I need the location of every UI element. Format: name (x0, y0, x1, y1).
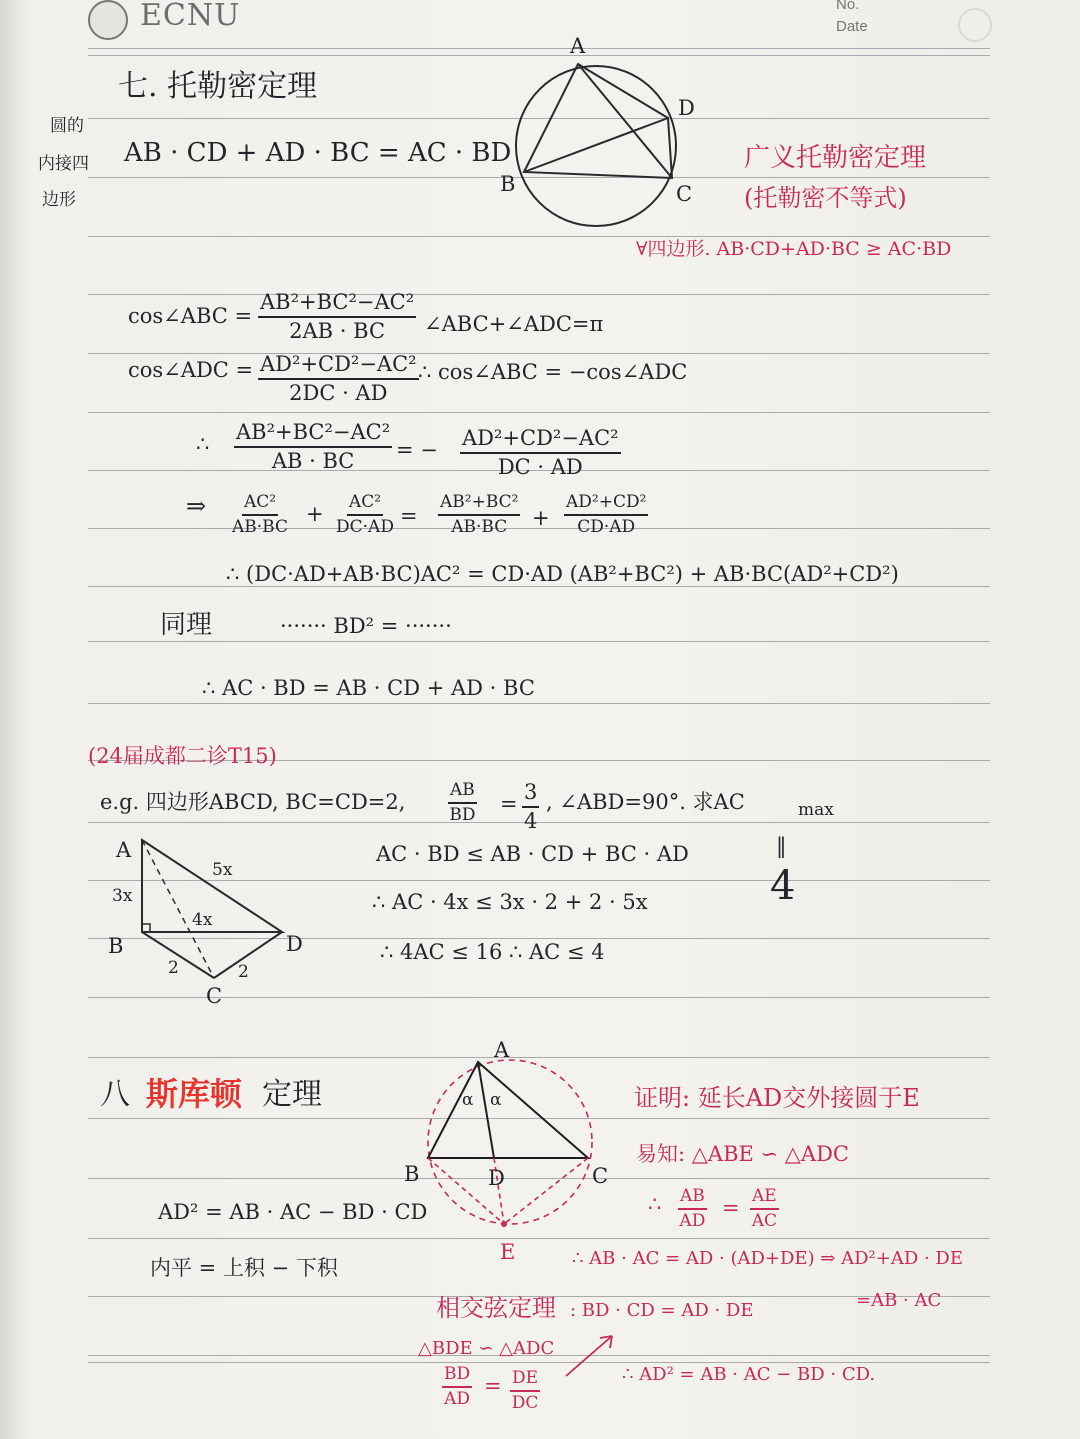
example-step-1: AC · BD ≤ AB · CD + BC · AD (376, 842, 689, 866)
label-a: A (570, 34, 586, 58)
stewart-final: ∴ AD² = AB · AC − BD · CD. (622, 1364, 876, 1385)
problem-tail: , ∠ABD=90°. 求AC (546, 790, 745, 814)
ratio-equals-2: = (484, 1374, 502, 1398)
arrow-shaft (566, 1336, 612, 1376)
numerator: BD (442, 1366, 472, 1388)
denominator: 4 (524, 809, 538, 833)
cos-abc-lhs: cos∠ABC = (128, 304, 253, 328)
denominator: CD·AD (577, 517, 636, 537)
fig-label-b: B (108, 934, 124, 958)
side-note-line2: 内接四 (38, 154, 89, 174)
numerator: AB²+BC²−AC² (234, 422, 392, 448)
section8-number: 八 (100, 1077, 130, 1112)
numerator: DE (510, 1370, 540, 1392)
chord-theorem-title: 相交弦定理 (436, 1294, 556, 1322)
fig-label-bc-length: 2 (168, 958, 179, 978)
stewart-label-d: D (488, 1166, 505, 1190)
equals-minus: = − (396, 438, 438, 462)
stewart-proof-title: 证明: 延长AD交外接圆于E (634, 1084, 920, 1112)
example-source: (24届成都二诊T15) (88, 744, 277, 768)
fig-label-ab-length: 3x (112, 886, 133, 906)
ratio-equals: = (500, 792, 518, 816)
example-answer: 4 (770, 863, 796, 909)
numerator: 3 (522, 782, 539, 808)
equals-sign: = (400, 504, 418, 528)
numerator: AB (448, 782, 477, 804)
cos-relation: ∴ cos∠ABC = −cos∠ADC (418, 360, 688, 384)
numerator: AB (678, 1188, 707, 1210)
section7-title: 七. 托勒密定理 (118, 69, 318, 104)
generalized-title: 广义托勒密定理 (744, 143, 927, 173)
fig-label-bd-length: 4x (192, 910, 213, 930)
numerator: AC² (347, 494, 383, 516)
stewart-label-e: E (500, 1240, 516, 1264)
ratio-therefore: ∴ (648, 1192, 662, 1216)
angle-sum: ∠ABC+∠ADC=π (424, 312, 604, 336)
denominator: AD (679, 1211, 706, 1231)
implies-arrow: ⇒ (186, 492, 207, 520)
example-step-3: ∴ 4AC ≤ 16 ∴ AC ≤ 4 (380, 940, 605, 964)
example-problem: e.g. 四边形ABCD, BC=CD=2, (100, 790, 406, 814)
denominator: AB · BC (271, 449, 355, 473)
denominator: AC (751, 1211, 777, 1231)
date-label: Date (836, 18, 868, 35)
stewart-mnemonic: 内平 = 上积 − 下积 (150, 1256, 338, 1280)
product-equation-tail: =AB · AC (856, 1290, 942, 1311)
stewart-similar-triangles: 易知: △ABE ∽ △ADC (636, 1142, 849, 1166)
stewart-formula: AD² = AB · AC − BD · CD (158, 1200, 428, 1224)
denominator: 2AB · BC (289, 319, 386, 343)
numerator: AD²+CD²−AC² (460, 428, 621, 454)
denominator: AB·BC (232, 517, 288, 537)
fig-label-d: D (286, 932, 303, 956)
denominator: BD (449, 805, 476, 825)
label-d: D (678, 96, 695, 120)
answer-equals: ‖ (776, 834, 787, 858)
stewart-label-a: A (494, 1038, 510, 1062)
ptolemy-theorem: AB · CD + AD · BC = AC · BD (124, 138, 512, 168)
ratio-bd-ad (442, 1366, 472, 1408)
denominator: AD (444, 1389, 471, 1409)
logo-text: ECNU (140, 0, 241, 33)
example-step-2: ∴ AC · 4x ≤ 3x · 2 + 2 · 5x (372, 890, 648, 914)
numerator: AC² (242, 494, 278, 516)
ratio-equals: = (722, 1196, 740, 1220)
ptolemy-conclusion: ∴ AC · BD = AB · CD + AD · BC (202, 676, 535, 700)
side-note-line1: 圆的 (50, 116, 84, 136)
product-equation: ∴ AB · AC = AD · (AD+DE) ⇒ AD²+AD · DE (572, 1248, 964, 1269)
fig-label-cd-length: 2 (238, 962, 249, 982)
denominator: AB·BC (451, 517, 508, 537)
triangle-similarity-bde: △BDE ∽ △ADC (418, 1338, 555, 1359)
generalized-subtitle: (托勒密不等式) (744, 184, 907, 212)
chord-theorem-equation: : BD · CD = AD · DE (570, 1300, 754, 1321)
fig-label-c: C (206, 984, 223, 1008)
expanded-equation: ∴ (DC·AD+AB·BC)AC² = CD·AD (AB²+BC²) + AB·BC(AD²+CD²) (226, 562, 899, 586)
cos-adc-lhs: cos∠ADC = (128, 358, 254, 382)
generalized-statement: ∀四边形. AB·CD+AD·BC ≥ AC·BD (636, 238, 952, 260)
denominator: DC · AD (497, 455, 583, 479)
denominator: DC·AD (336, 517, 394, 537)
ratio-de-dc (510, 1370, 540, 1412)
numerator: AD²+CD²−AC² (258, 354, 419, 380)
section8-title-suffix: 定理 (262, 1077, 322, 1112)
stewart-label-b: B (404, 1162, 420, 1186)
side-note-line3: 边形 (42, 190, 76, 210)
label-c: C (676, 182, 693, 206)
numerator: AB²+BC²−AC² (258, 292, 416, 318)
therefore-symbol: ∴ (196, 432, 210, 456)
denominator: 2DC · AD (289, 381, 388, 405)
denominator: DC (511, 1393, 539, 1413)
numerator: AB²+BC² (438, 494, 520, 516)
numerator: AE (750, 1188, 779, 1210)
angle-alpha-left: α (462, 1090, 474, 1110)
similarly-label: 同理 (160, 610, 213, 640)
plus-sign-2: + (532, 506, 550, 530)
stewart-label-c: C (592, 1164, 609, 1188)
number-label: No. (836, 0, 860, 13)
angle-alpha-right: α (490, 1090, 502, 1110)
numerator: AD²+CD² (564, 494, 648, 516)
fig-label-ad-length: 5x (212, 860, 233, 880)
fig-label-a: A (116, 838, 132, 862)
plus-sign: + (306, 502, 324, 526)
max-subscript: max (798, 800, 834, 820)
section8-title-overlay: 斯库顿 (146, 1075, 243, 1113)
similarly-line: ······· BD² = ······· (280, 614, 452, 638)
label-b: B (500, 172, 516, 196)
